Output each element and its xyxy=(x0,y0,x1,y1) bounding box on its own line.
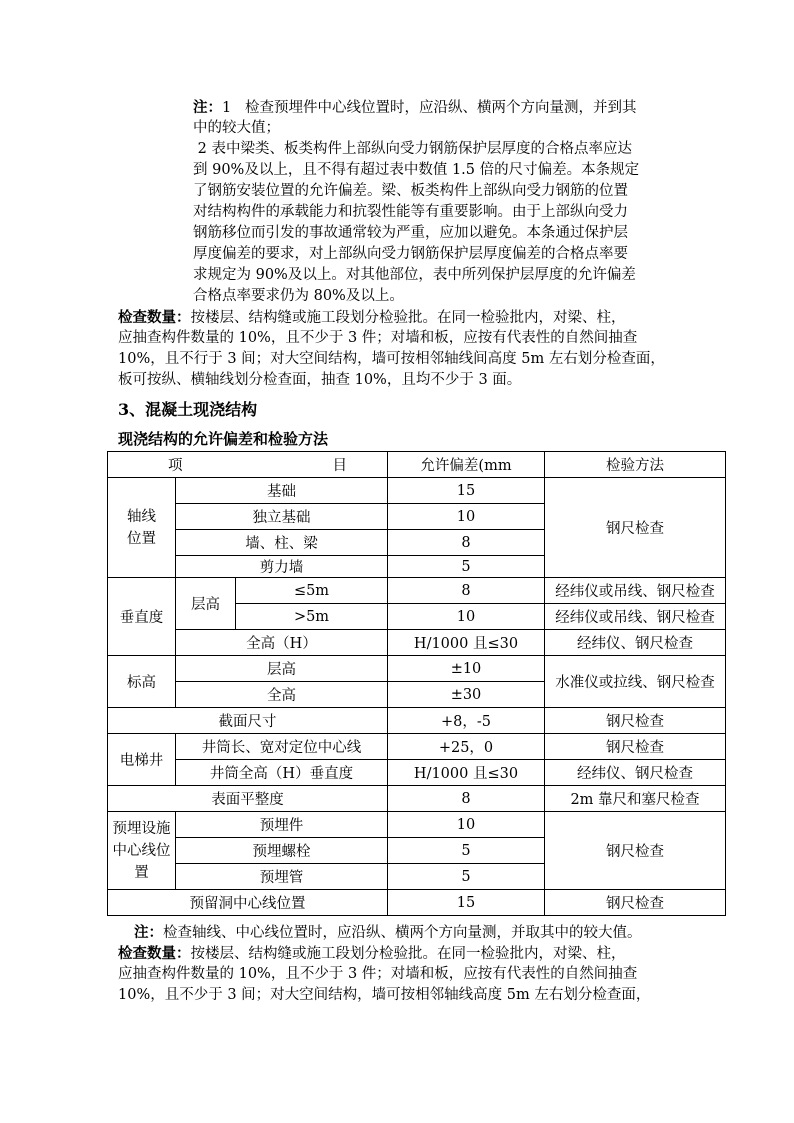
item-cell: 层高 xyxy=(176,656,388,682)
method-cell: 2m 靠尺和塞尺检查 xyxy=(545,786,726,812)
value-cell: 5 xyxy=(388,864,545,890)
note-line-1a xyxy=(193,97,637,119)
value-cell: 5 xyxy=(388,838,545,864)
note-label: 注： xyxy=(193,99,222,116)
method-cell: 钢尺检查 xyxy=(545,478,726,578)
value-cell: 8 xyxy=(388,530,545,556)
value-cell: 10 xyxy=(388,604,545,630)
table-caption: 现浇结构的允许偏差和检验方法 xyxy=(118,430,329,448)
inspection-1-line-2: 应抽查构件数量的 10%，且不少于 3 件；对墙和板，应按有代表性的自然间抽查 xyxy=(118,330,638,346)
value-cell: +8，-5 xyxy=(388,708,545,734)
value-cell: +25，0 xyxy=(388,734,545,760)
item-cell: 全高 xyxy=(176,682,388,708)
inspection-2-line-2: 应抽查构件数量的 10%，且不少于 3 件；对墙和板，应按有代表性的自然间抽查 xyxy=(118,966,638,982)
note-text: 1 检查预埋件中心线位置时，应沿纵、横两个方向量测，并到其 xyxy=(222,100,637,116)
value-cell: H/1000 且≤30 xyxy=(388,760,545,786)
method-cell: 钢尺检查 xyxy=(545,734,726,760)
method-cell: 钢尺检查 xyxy=(545,812,726,890)
item-cell: 表面平整度 xyxy=(108,786,388,812)
item-cell: 预留洞中心线位置 xyxy=(108,890,388,916)
table-row xyxy=(108,578,726,604)
value-cell: H/1000 且≤30 xyxy=(388,630,545,656)
table-note-text: 检查轴线、中心线位置时，应沿纵、横两个方向量测，并取其中的较大值。 xyxy=(163,925,642,941)
item-cell: 预埋螺栓 xyxy=(176,838,388,864)
tolerance-table xyxy=(107,451,726,916)
group-axis-position: 轴线 位置 xyxy=(108,478,176,578)
table-row xyxy=(108,656,726,682)
table-row xyxy=(108,630,726,656)
value-cell: 10 xyxy=(388,504,545,530)
inspection-1-line-3: 10%，且不行于 3 间；对大空间结构，墙可按相邻轴线间高度 5m 左右划分检查面， xyxy=(118,351,665,367)
item-cell: 井筒全高（H）垂直度 xyxy=(176,760,388,786)
section-heading: 3、混凝土现浇结构 xyxy=(118,400,258,419)
table-row xyxy=(108,760,726,786)
inspection-1-line-4: 板可按纵、横轴线划分检查面，抽查 10%，且均不少于 3 面。 xyxy=(118,372,522,388)
group-elevator-shaft: 电梯井 xyxy=(108,734,176,786)
note-line-2-5: 钢筋移位而引发的事故通常较为严重，应加以避免。本条通过保护层 xyxy=(193,225,628,241)
method-cell: 经纬仪或吊线、钢尺检查 xyxy=(545,578,726,604)
inspection-2-line-1 xyxy=(118,943,626,965)
group-embedded-centerline: 预埋设施 中心线位 置 xyxy=(108,812,176,890)
value-cell: ±10 xyxy=(388,656,545,682)
inspection-1-label: 检查数量： xyxy=(118,309,191,326)
value-cell: 8 xyxy=(388,786,545,812)
value-cell: 15 xyxy=(388,890,545,916)
group-verticality: 垂直度 xyxy=(108,578,176,656)
subgroup-storey-height: 层高 xyxy=(176,578,236,630)
value-cell: 15 xyxy=(388,478,545,504)
item-cell: >5m xyxy=(236,604,388,630)
inspection-1-text: 按楼层、结构缝或施工段划分检验批。在同一检验批内，对梁、柱， xyxy=(190,310,626,326)
table-note-label: 注： xyxy=(134,924,163,941)
inspection-2-label: 检查数量： xyxy=(118,945,191,962)
table-row xyxy=(108,708,726,734)
header-method: 检验方法 xyxy=(545,452,726,478)
inspection-1-line-1 xyxy=(118,307,626,329)
header-item xyxy=(108,452,388,478)
group-elevation: 标高 xyxy=(108,656,176,708)
inspection-2-line-3: 10%，且不少于 3 间；对大空间结构，墙可按相邻轴线高度 5m 左右划分检查面， xyxy=(118,987,651,1003)
value-cell: 8 xyxy=(388,578,545,604)
note-line-1b: 中的较大值； xyxy=(193,120,280,136)
item-cell: 剪力墙 xyxy=(176,556,388,578)
note-line-2-7: 求规定为 90%及以上。对其他部位，表中所列保护层厚度的允许偏差 xyxy=(193,267,636,283)
note-line-2-3: 了钢筋安装位置的允许偏差。梁、板类构件上部纵向受力钢筋的位置 xyxy=(193,183,628,199)
table-row xyxy=(108,812,726,838)
item-cell: 全高（H） xyxy=(176,630,388,656)
table-row xyxy=(108,890,726,916)
item-cell: 预埋管 xyxy=(176,864,388,890)
method-cell: 钢尺检查 xyxy=(545,890,726,916)
note-line-2-2: 到 90%及以上，且不得有超过表中数值 1.5 倍的尺寸偏差。本条规定 xyxy=(193,162,640,178)
note-line-2-8: 合格点率要求仍为 80%及以上。 xyxy=(193,288,404,304)
method-cell: 经纬仪、钢尺检查 xyxy=(545,630,726,656)
item-cell: 预埋件 xyxy=(176,812,388,838)
header-item-a: 项 xyxy=(168,458,183,474)
value-cell: ±30 xyxy=(388,682,545,708)
item-cell: 井筒长、宽对定位中心线 xyxy=(176,734,388,760)
value-cell: 5 xyxy=(388,556,545,578)
note-line-2-1: 2 表中梁类、板类构件上部纵向受力钢筋保护层厚度的合格点率应达 xyxy=(193,141,632,157)
note-line-2-6: 厚度偏差的要求，对上部纵向受力钢筋保护层厚度偏差的合格点率要 xyxy=(193,246,628,262)
item-cell: 截面尺寸 xyxy=(108,708,388,734)
item-cell: 独立基础 xyxy=(176,504,388,530)
table-row xyxy=(108,478,726,504)
inspection-2-text: 按楼层、结构缝或施工段划分检验批。在同一检验批内，对梁、柱， xyxy=(190,946,626,962)
item-cell: 墙、柱、梁 xyxy=(176,530,388,556)
table-row xyxy=(108,734,726,760)
table-note xyxy=(134,922,642,944)
note-line-2-4: 对结构构件的承载能力和抗裂性能等有重要影响。由于上部纵向受力 xyxy=(193,204,628,220)
table-header-row xyxy=(108,452,726,478)
table-row xyxy=(108,786,726,812)
method-cell: 水准仪或拉线、钢尺检查 xyxy=(545,656,726,708)
item-cell: 基础 xyxy=(176,478,388,504)
method-cell: 经纬仪或吊线、钢尺检查 xyxy=(545,604,726,630)
header-tolerance: 允许偏差(mm xyxy=(388,452,545,478)
item-cell: ≤5m xyxy=(236,578,388,604)
value-cell: 10 xyxy=(388,812,545,838)
method-cell: 钢尺检查 xyxy=(545,708,726,734)
header-item-b: 目 xyxy=(332,458,347,474)
method-cell: 经纬仪、钢尺检查 xyxy=(545,760,726,786)
